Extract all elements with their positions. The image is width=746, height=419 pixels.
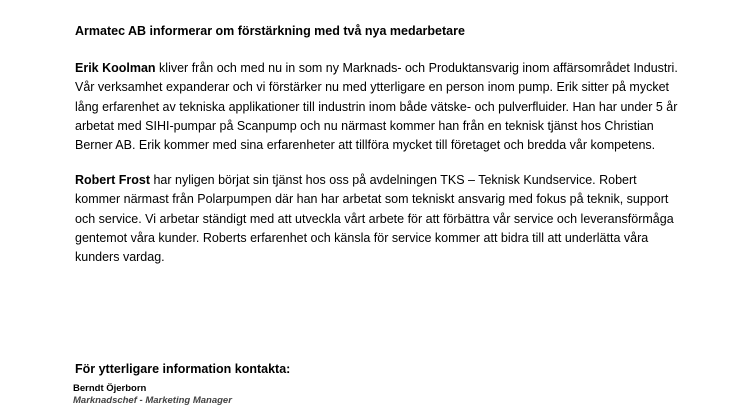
paragraph-erik-koolman	[75, 59, 695, 155]
paragraph-line: och service. Vi arbetar ständigt med att utveckla vårt arbete för att förbättra vår service och leveransförmåga	[75, 211, 674, 226]
paragraph-line: kunders vardag.	[75, 250, 165, 265]
paragraph-line: Robert Frost har nyligen börjat sin tjänst hos oss på avdelningen TKS – Teknisk Kundservice. Robert	[75, 173, 637, 187]
paragraph-line: kommer närmast från Polarpumpen där han har arbetat som tekniskt ansvarig med fokus på teknik, support	[75, 192, 669, 207]
person-name-erik: Erik Koolman	[75, 61, 156, 75]
contact-person-title: Marknadschef - Marketing Manager	[73, 395, 232, 406]
paragraph-line: Vår verksamhet expanderar och vi förstärker nu med ytterligare en person inom pump. Erik sitter på mycket	[75, 80, 670, 95]
paragraph-line: Erik Koolman kliver från och med nu in som ny Marknads- och Produktansvarig inom affärsområdet Industri.	[75, 61, 678, 75]
paragraph-line: arbetat med SIHI-pumpar på Scanpump och nu närmast kommer han från en teknisk tjänst hos Christian	[75, 118, 654, 133]
contact-heading: För ytterligare information kontakta:	[75, 362, 291, 376]
paragraph-line: Berner AB. Erik kommer med sina erfarenheter att tillföra mycket till företaget och bredda vår kompetens.	[75, 138, 656, 153]
paragraph-robert-frost	[75, 171, 695, 267]
paragraph-line: gentemot våra kunder. Roberts erfarenhet och känsla för service kommer att bidra till att underlätta våra	[75, 230, 649, 245]
document-title: Armatec AB informerar om förstärkning med två nya medarbetare	[75, 24, 465, 38]
paragraph-line: lång erfarenhet av tekniska applikationer till industrin inom både vätske- och pulverfluider. Han har under 5 år	[75, 99, 678, 114]
person-name-robert: Robert Frost	[75, 173, 150, 187]
contact-person-name: Berndt Öjerborn	[73, 383, 147, 394]
